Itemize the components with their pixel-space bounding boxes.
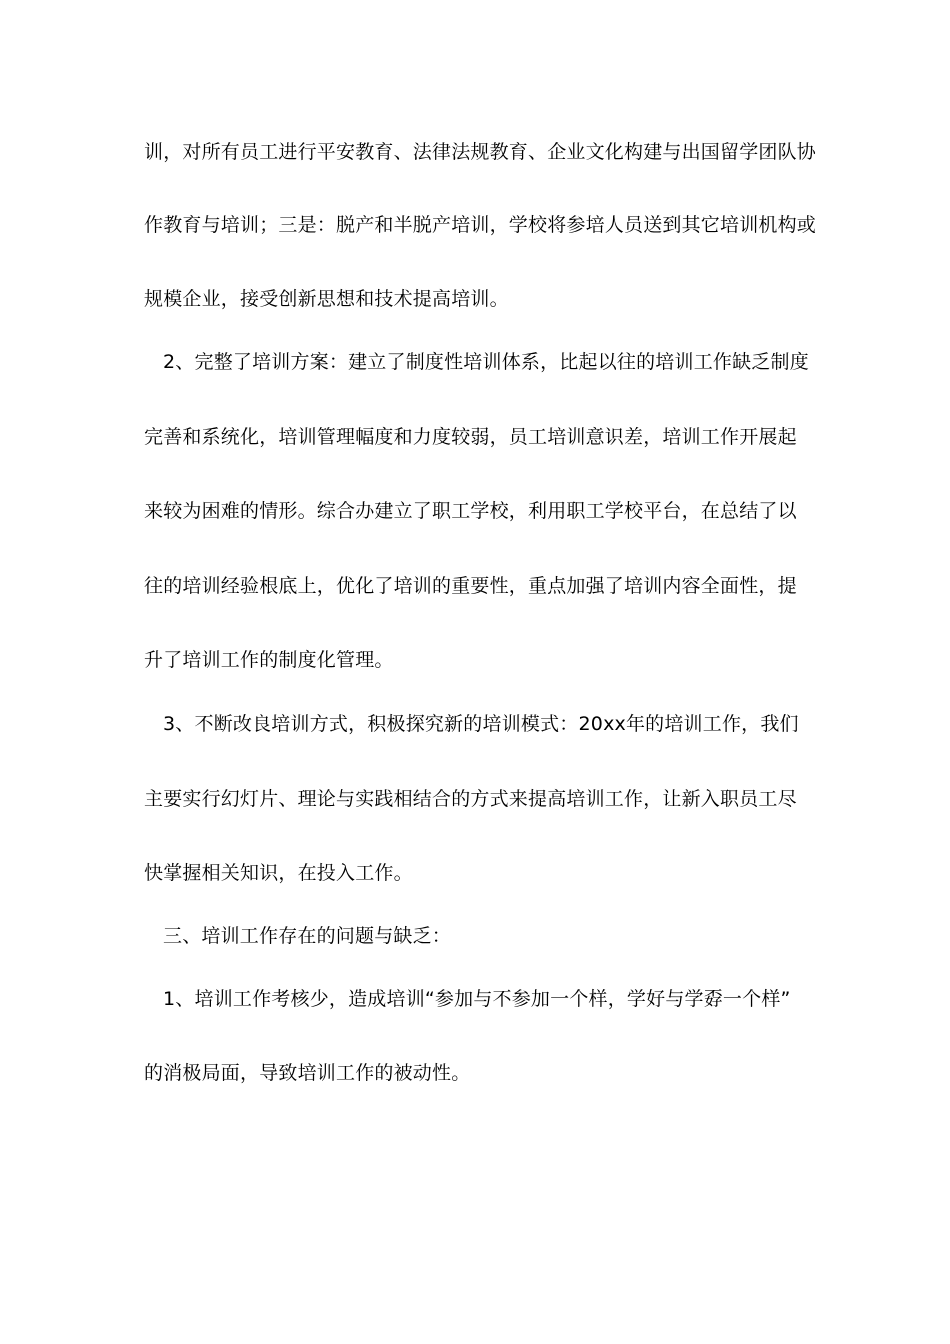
paragraph-line-11: 快掌握相关知识，在投入工作。 [144,862,413,884]
paragraph-line-4: 2、完整了培训方案：建立了制度性培训体系，比起以往的培训工作缺乏制度 [163,351,809,373]
paragraph-line-2: 作教育与培训；三是：脱产和半脱产培训，学校将参培人员送到其它培训机构或 [144,214,817,236]
paragraph-line-1: 训，对所有员工进行平安教育、法律法规教育、企业文化构建与出国留学团队协 [144,141,817,163]
paragraph-line-8: 升了培训工作的制度化管理。 [144,649,394,671]
paragraph-line-13: 1、培训工作考核少，造成培训“参加与不参加一个样，学好与学孬一个样” [163,988,791,1010]
paragraph-line-3: 规模企业，接受创新思想和技术提高培训。 [144,288,509,310]
paragraph-line-9: 3、不断改良培训方式，积极探究新的培训模式：20xx年的培训工作，我们 [163,713,799,735]
paragraph-line-10: 主要实行幻灯片、理论与实践相结合的方式来提高培训工作，让新入职员工尽 [144,788,797,810]
paragraph-line-5: 完善和系统化，培训管理幅度和力度较弱，员工培训意识差，培训工作开展起 [144,426,797,448]
paragraph-line-6: 来较为困难的情形。综合办建立了职工学校，利用职工学校平台，在总结了以 [144,500,797,522]
paragraph-line-14: 的消极局面，导致培训工作的被动性。 [144,1062,471,1084]
paragraph-line-7: 往的培训经验根底上，优化了培训的重要性，重点加强了培训内容全面性，提 [144,575,797,597]
section-heading: 三、培训工作存在的问题与缺乏： [163,925,452,947]
